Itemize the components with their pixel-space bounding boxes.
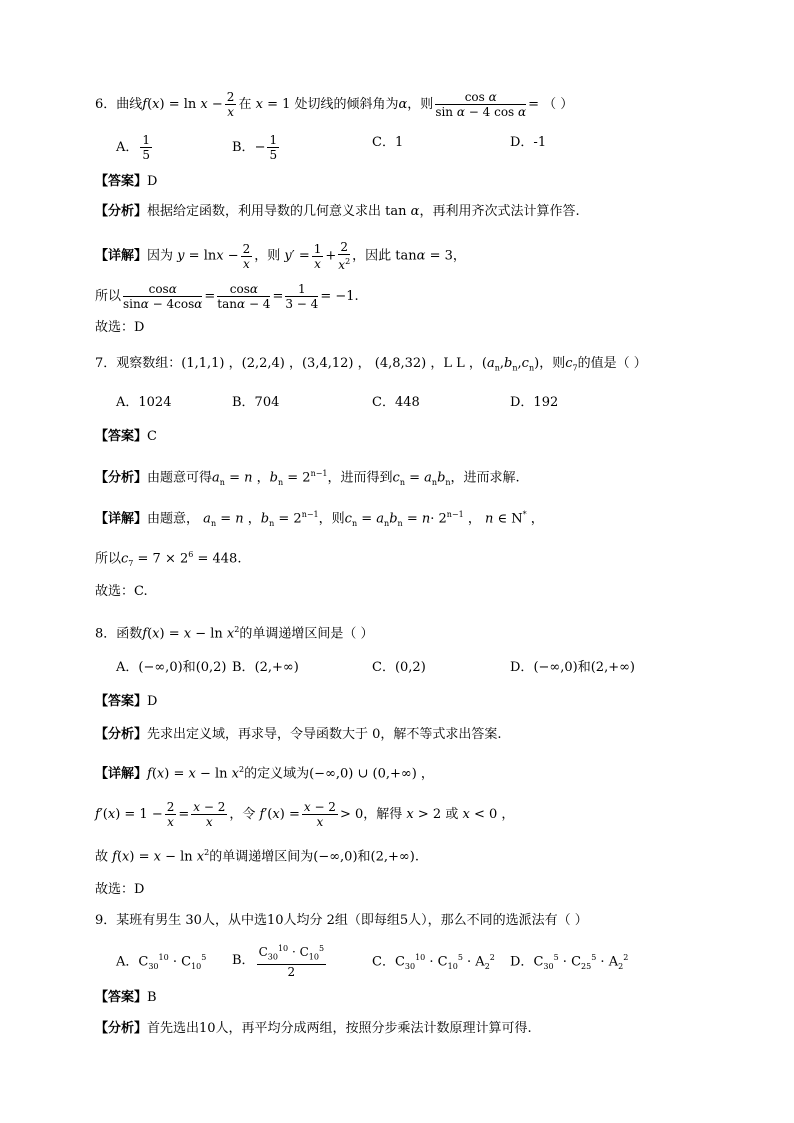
q7-option-b[interactable]: B．704	[232, 395, 280, 410]
q8-analysis: 【分析】先求出定义域，再求导，令导函数大于 0，解不等式求出答案.	[95, 727, 502, 742]
q6-option-c[interactable]: C．1	[372, 135, 404, 150]
q6-analysis: 【分析】根据给定函数，利用导数的几何意义求出 tan α，再利用齐次式法计算作答.	[95, 204, 580, 219]
q9-option-c[interactable]: C．$C_{30}^{10} \cdot C_{10}^5 \cdot A_2^2$	[372, 953, 495, 971]
q7-option-d[interactable]: D．192	[510, 395, 559, 410]
q7-option-a[interactable]: A．1024	[116, 395, 172, 410]
q8-option-c[interactable]: C．(0,2)	[372, 660, 426, 675]
q9-option-a[interactable]: A．$C_{30}^{10} \cdot C_{10}^5$	[116, 953, 207, 971]
q7-analysis: 【分析】由题意可得$a_n = n$ ，$b_n = 2^{n-1}$，进而得到$c_n = a_nb_n$，进而求解.	[95, 469, 520, 487]
q8-option-b[interactable]: B．(2,+∞)	[232, 660, 299, 675]
q6-detail: 【详解】因为 y = lnx − $\frac{2}{x}$ ，则 y′ = $\frac{1}{x}$ + $\frac{2}{x^2}$ ，因此 tanα = 3，	[95, 240, 466, 272]
q7-option-c[interactable]: C．448	[372, 395, 420, 410]
q7-answer: 【答案】C	[95, 429, 157, 444]
q9-option-d[interactable]: D．$C_{30}^5 \cdot C_{25}^5 \cdot A_2^2$	[510, 953, 629, 971]
q6-answer: 【答案】D	[95, 174, 158, 189]
q8-option-d[interactable]: D．(−∞,0)和(2,+∞)	[510, 660, 636, 675]
q6-so: 所以 $\frac{\cos\alpha}{\sin\alpha - 4\cos\alpha}$ = $\frac{\cos\alpha}{\tan\alpha - 4}$ = $\frac{1}{3 - 4}$ = −1.	[95, 282, 359, 311]
q7-stem: 7．观察数组：(1,1,1) ，(2,2,4) ，(3,4,12) ， (4,8,32) ，L L ，$(a_n,b_n,c_n)$，则$c_7$的值是（ ）	[95, 356, 647, 373]
q9-analysis: 【分析】首先选出10人，再平均分成两组，按照分步乘法计数原理计算可得.	[95, 1021, 532, 1036]
q6-option-d[interactable]: D．-1	[510, 135, 547, 150]
q8-option-a[interactable]: A．(−∞,0)和(0,2)	[116, 660, 227, 675]
q9-option-b[interactable]: B． $\frac{C_{30}^{10} \cdot C_{10}^5}{2}$	[232, 944, 325, 980]
q6-choose: 故选：D	[95, 320, 145, 335]
q9-stem: 9．某班有男生 30人，从中选10人均分 2组（即每组5人），那么不同的选派法有（ ）	[95, 913, 588, 928]
q8-detail: 【详解】$f(x) = x - \ln x^2$的定义域为(−∞,0) ∪ (0,+∞) ，	[95, 765, 434, 782]
q8-answer: 【答案】D	[95, 694, 158, 709]
q6-option-b[interactable]: B．− $\frac{1}{5}$	[232, 133, 278, 162]
q8-stem: 8．函数$f(x) = x - \ln x^2$的单调递增区间是（ ）	[95, 625, 374, 642]
q6-stem: 6．曲线f(x) = ln x − $\frac{2}{x}$ 在 x = 1 处切线的倾斜角为α，则 $\frac{\text{cos α}}{\text{sin α − 4 cos α}}$ = （ ）	[95, 90, 574, 119]
q7-so: 所以$c_7 = 7 \times 2^6 = 448$.	[95, 550, 242, 568]
q7-detail: 【详解】由题意， $a_n = n$ ，$b_n = 2^{n-1}$，则$c_n = a_nb_n = n\cdot 2^{n-1}$ ， n ∈ N* ，	[95, 510, 544, 528]
q8-so: 故 $f(x) = x - \ln x^2$的单调递增区间为(−∞,0)和(2,+∞).	[95, 848, 419, 865]
q6-option-a[interactable]: A． $\frac{1}{5}$	[116, 133, 151, 162]
q9-answer: 【答案】B	[95, 990, 157, 1005]
q8-choose: 故选：D	[95, 882, 145, 897]
q8-derivative: f′(x) = 1 − $\frac{2}{x}$ = $\frac{x - 2}{x}$ ，令 f′(x) = $\frac{x - 2}{x}$ > 0，解得 x > 2 或 x < 0 ，	[95, 800, 515, 829]
q7-choose: 故选：C.	[95, 584, 148, 599]
